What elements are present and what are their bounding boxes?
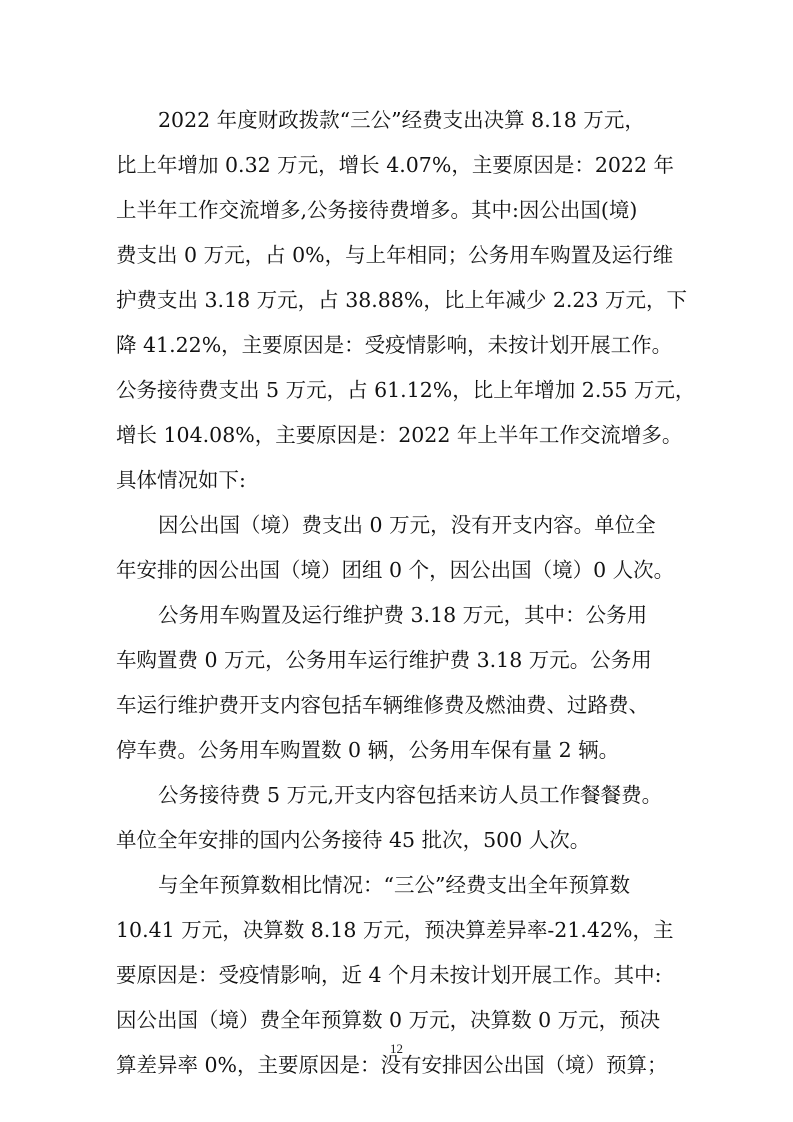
paragraph-line: 费支出 0 万元，占 0%，与上年相同；公务用车购置及运行维 <box>116 243 674 267</box>
paragraph-line: 要原因是：受疫情影响，近 4 个月未按计划开展工作。其中: <box>116 963 662 987</box>
paragraph-line: 降 41.22%，主要原因是：受疫情影响，未按计划开展工作。 <box>116 333 673 357</box>
paragraph-line: 车购置费 0 万元，公务用车运行维护费 3.18 万元。公务用 <box>116 648 652 672</box>
paragraph-line: 车运行维护费开支内容包括车辆维修费及燃油费、过路费、 <box>116 693 649 717</box>
paragraph-line: 年安排的因公出国（境）团组 0 个，因公出国（境）0 人次。 <box>116 558 675 582</box>
paragraph-line: 上半年工作交流增多,公务接待费增多。其中:因公出国(境) <box>116 198 638 222</box>
paragraph-line: 因公出国（境）费全年预算数 0 万元，决算数 0 万元，预决 <box>116 1008 661 1032</box>
paragraph-line: 算差异率 0%，主要原因是：没有安排因公出国（境）预算； <box>116 1053 668 1077</box>
body-text <box>116 98 696 1088</box>
paragraph-line: 2022 年度财政拨款“三公”经费支出决算 8.18 万元， <box>158 108 645 132</box>
paragraph-line: 单位全年安排的国内公务接待 45 批次，500 人次。 <box>116 828 591 852</box>
page-number: 12 <box>390 1041 403 1056</box>
paragraph-line: 与全年预算数相比情况：“三公”经费支出全年预算数 <box>158 873 630 897</box>
paragraph-line: 停车费。公务用车购置数 0 辆，公务用车保有量 2 辆。 <box>116 738 620 762</box>
paragraph-line: 护费支出 3.18 万元，占 38.88%，比上年减少 2.23 万元，下 <box>116 288 688 312</box>
paragraph-line: 公务用车购置及运行维护费 3.18 万元，其中：公务用 <box>158 603 648 627</box>
paragraph-line: 比上年增加 0.32 万元，增长 4.07%，主要原因是：2022 年 <box>116 153 675 177</box>
paragraph-line: 因公出国（境）费支出 0 万元，没有开支内容。单位全 <box>158 513 656 537</box>
paragraph-line: 具体情况如下: <box>116 468 246 492</box>
paragraph-line: 10.41 万元，决算数 8.18 万元，预决算差异率-21.42%，主 <box>116 918 674 942</box>
paragraph-line: 公务接待费支出 5 万元，占 61.12%，比上年增加 2.55 万元， <box>116 378 696 402</box>
paragraph-line: 公务接待费 5 万元,开支内容包括来访人员工作餐餐费。 <box>158 783 663 807</box>
paragraph-line: 增长 104.08%，主要原因是：2022 年上半年工作交流增多。 <box>116 423 683 447</box>
